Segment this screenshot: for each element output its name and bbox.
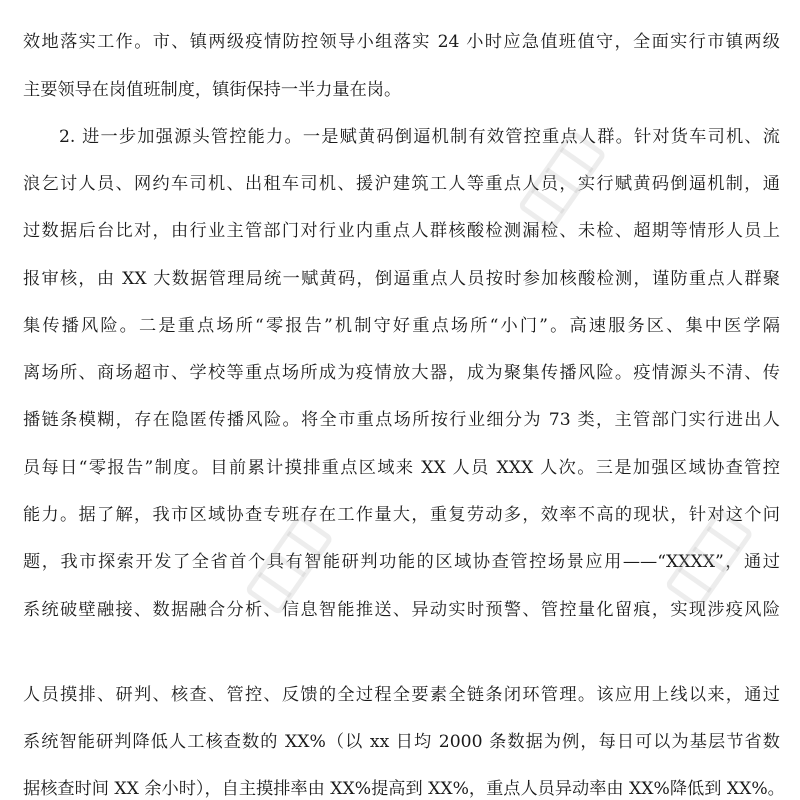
paragraph-line: 能力。据了解，我市区域协查专班存在工作量大，重复劳动多，效率不高的现状，针对这个问 [23,505,780,525]
paragraph-line: 2. 进一步加强源头管控能力。一是赋黄码倒逼机制有效管控重点人群。针对货车司机、流 [59,127,780,147]
paragraph-line: 报审核，由 XX 大数据管理局统一赋黄码，倒逼重点人员按时参加核酸检测，谨防重点人群聚 [23,269,780,289]
paragraph-line: 离场所、商场超市、学校等重点场所成为疫情放大器，成为聚集传播风险。疫情源头不清、传 [23,363,780,383]
paragraph-line: 员每日“零报告”制度。目前累计摸排重点区域来 XX 人员 XXX 人次。三是加强区域协查管控 [23,458,780,478]
paragraph-line: 浪乞讨人员、网约车司机、出租车司机、援沪建筑工人等重点人员，实行赋黄码倒逼机制，通 [23,174,780,194]
paragraph-line: 效地落实工作。市、镇两级疫情防控领导小组落实 24 小时应急值班值守，全面实行市镇两级 [23,32,780,52]
paragraph-line: 播链条模糊，存在隐匿传播风险。将全市重点场所按行业细分为 73 类，主管部门实行进出人 [23,410,780,430]
paragraph-line: 据核查时间 XX 余小时），自主摸排率由 XX%提高到 XX%，重点人员异动率由 XX%降低到 XX%。 [23,779,785,799]
paragraph-line: 过数据后台比对，由行业主管部门对行业内重点人群核酸检测漏检、未检、超期等情形人员上 [23,221,780,241]
paragraph-line: 系统破壁融接、数据融合分析、信息智能推送、异动实时预警、管控量化留痕，实现涉疫风险 [23,600,780,620]
paragraph-line: 系统智能研判降低人工核查数的 XX%（以 xx 日均 2000 条数据为例，每日可以为基层节省数 [23,732,780,752]
paragraph-line: 人员摸排、研判、核查、管控、反馈的全过程全要素全链条闭环管理。该应用上线以来，通过 [23,685,780,705]
paragraph-line: 集传播风险。二是重点场所“零报告”机制守好重点场所“小门”。高速服务区、集中医学隔 [23,316,780,336]
paragraph-line: 题，我市探索开发了全省首个具有智能研判功能的区域协查管控场景应用——“XXXX”，通过 [23,552,780,572]
paragraph-line: 主要领导在岗值班制度，镇街保持一半力量在岗。 [23,80,402,100]
